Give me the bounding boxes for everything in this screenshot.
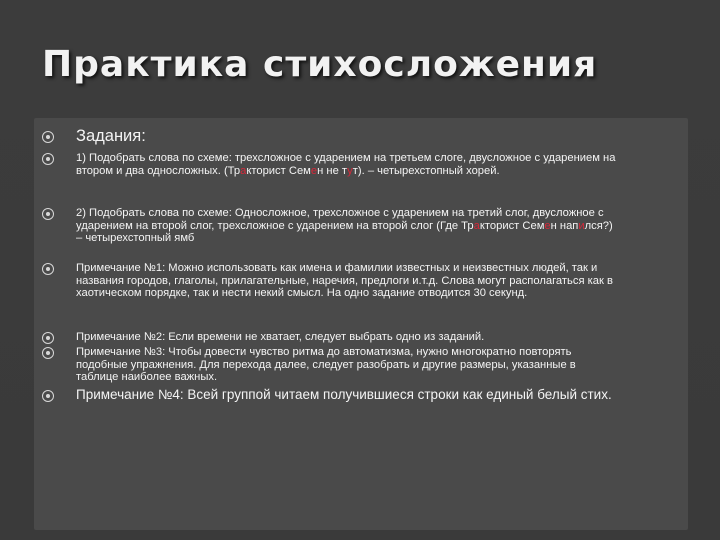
bullet-icon: [42, 332, 54, 344]
note2-text: Примечание №2: Если времени не хватает, следует выбрать одно из заданий.: [76, 331, 485, 343]
list-item-note-4: [76, 387, 616, 402]
task2-text: кторист Сем: [479, 219, 545, 232]
list-item-task-1: [76, 152, 616, 177]
bullet-icon: [42, 347, 54, 359]
list-item-note-1: [76, 262, 616, 300]
task2-text: лся?) – четырехстопный ямб: [76, 219, 613, 245]
task1-text: 1) Подобрать слова по схеме: трехсложное с ударением на третьем слоге, двусложное с ударением на втором и два односложных. (Тр: [76, 152, 616, 177]
stress-mark: а: [240, 164, 247, 177]
list-item-heading: [76, 127, 616, 145]
stress-mark: е: [544, 219, 551, 232]
stress-mark: е: [310, 164, 318, 177]
task1-text: н не т: [317, 164, 348, 177]
task1-text: т). – четырехстопный хорей.: [352, 164, 500, 177]
stress-mark: у: [347, 164, 353, 177]
bullet-icon: [42, 131, 54, 143]
bullet-icon: [42, 208, 54, 220]
bullet-icon: [42, 153, 54, 165]
task2-text: 2) Подобрать слова по схеме: Односложное, трехсложное с ударением на третий слог, двусложное с ударением на второй слог, трехсложное с ударением на второй слог (Где Тр: [76, 207, 604, 232]
note3-text: Примечание №3: Чтобы довести чувство ритма до автоматизма, нужно многократно повторять подобные упражнения. Для перехода далее, следует разобрать и другие размеры, указанные в таблице наиболее важных.: [76, 346, 576, 384]
task2-text: н нап: [550, 219, 579, 232]
bullet-icon: [42, 390, 54, 402]
content-panel: [34, 118, 688, 530]
task1-text: кторист Сем: [246, 164, 311, 177]
tasks-heading: Задания:: [76, 127, 146, 145]
stress-mark: и: [578, 219, 585, 232]
bullet-icon: [42, 263, 54, 275]
note1-text: Примечание №1: Можно использовать как имена и фамилии известных и неизвестных людей, так и названия городов, глаголы, прилагательные, наречия, предлоги и.т.д. Слова могут располагаться как в хаотическом порядке, так и нести некий смысл. На одно задание отводится 30 секунд.: [76, 262, 613, 300]
slide-title: Практика стихосложения: [42, 44, 598, 85]
note4-text: Примечание №4: Всей группой читаем получившиеся строки как единый белый стих.: [76, 387, 612, 402]
stress-mark: а: [473, 219, 480, 232]
list-item-note-2: [76, 331, 616, 344]
list-item-task-2: [76, 207, 616, 245]
list-item-note-3: [76, 346, 616, 384]
